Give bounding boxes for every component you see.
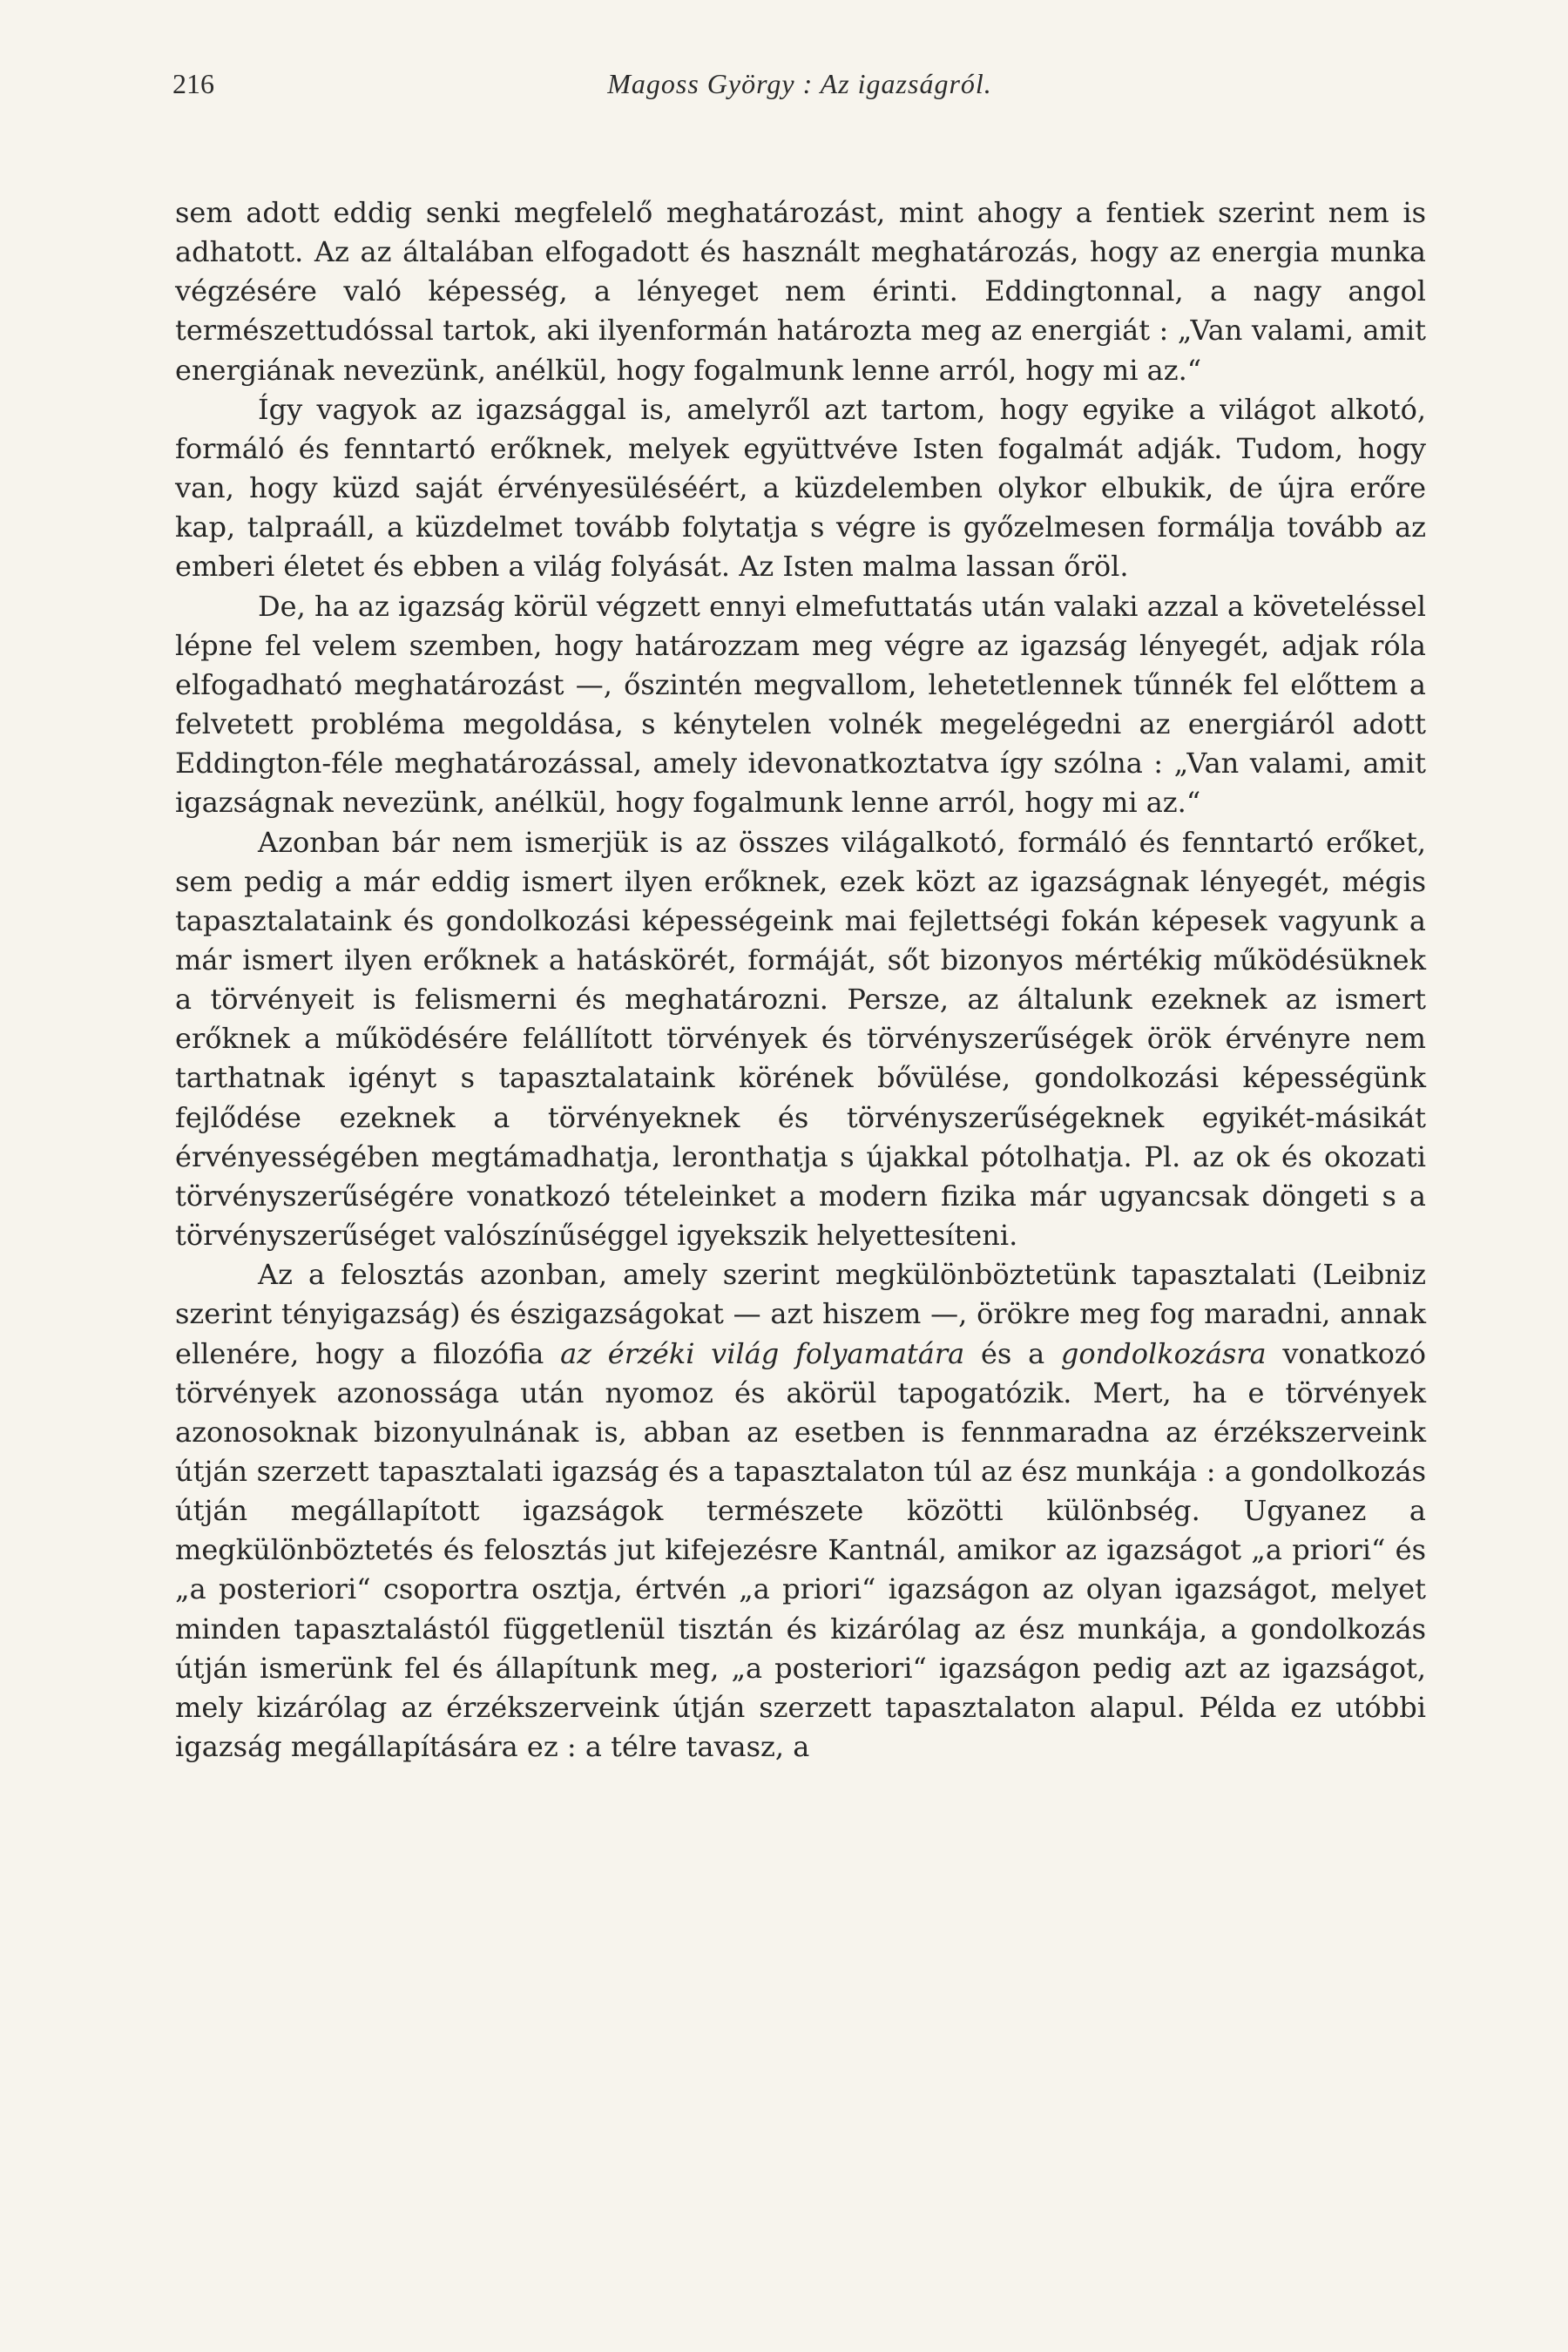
paragraph-text: Így vagyok az igazsággal is, amelyről azt tartom, hogy egyike a világot alkotó, formáló és fenntartó erőknek, melyek együttvéve Isten fogalmát adják. Tudom, hogy van, hogy küzd saját érvényesüléséért, a küzdelemben olykor elbukik, de újra erőre kap, talpraáll, a küzdelmet tovább folytatja s végre is győzelmesen formálja tovább az emberi életet és ebben a világ folyását. Az Isten malma lassan őröl. <box>175 392 1426 584</box>
page-number: 216 <box>172 68 214 99</box>
paragraph-4 <box>175 823 1426 1256</box>
paragraph-5 <box>175 1255 1426 1767</box>
paragraph-text: Azonban bár nem ismerjük is az összes világalkotó, formáló és fenntartó erőket, sem pedig a már eddig ismert ilyen erőknek, ezek közt az igazságnak lényegét, mégis tapasztalataink és gondolkozási képességeink mai fejlettségi fokán képesek vagyunk a már ismert ilyen erőknek a hatáskörét, formáját, sőt bizonyos mértékig működésüknek a törvényeit is felismerni és meghatározni. Persze, az általunk ezeknek az ismert erőknek a működésére felállított törvények és törvényszerűségek örök érvényre nem tarthatnak igényt s tapasztalataink körének bővülése, gondolkozási képességünk fejlődése ezeknek a törvényeknek és törvényszerűségeknek egyikét-másikát érvényességében megtámadhatja, leronthatja s újakkal pótolhatja. Pl. az ok és okozati törvényszerűségére vonatkozó tételeinket a modern fizika már ugyancsak döngeti s a törvényszerűséget valószínűséggel igyekszik helyettesíteni. <box>175 825 1426 1253</box>
running-title: Magoss György : Az igazságról. <box>607 68 992 99</box>
italic-phrase: gondolkozásra <box>1060 1336 1267 1370</box>
paragraph-text: és a <box>964 1336 1061 1370</box>
paragraph-text: Az a felosztás azonban, amely szerint megkülönböztetünk tapasztalati (Leibniz szerint tényigazság) és észigazságokat — azt hiszem —, örökre meg fog maradni, annak ellenére, hogy a filozófia <box>175 1258 1426 1370</box>
body-text <box>175 193 1426 1767</box>
italic-phrase: az érzéki világ folyamatára <box>560 1336 965 1370</box>
paragraph-text: De, ha az igazság körül végzett ennyi elmefuttatás után valaki azzal a követeléssel lépne fel velem szemben, hogy határozzam meg végre az igazság lényegét, adjak róla elfogadható meghatározást —, őszintén megvallom, lehetetlennek tűnnék fel előttem a felvetett probléma megoldása, s kénytelen volnék megelégedni az energiáról adott Eddington-féle meghatározással, amely idevonatkoztatva így szólna : „Van valami, amit igazságnak nevezünk, anélkül, hogy fogalmunk lenne arról, hogy mi az.“ <box>175 589 1426 820</box>
paragraph-1 <box>175 193 1426 390</box>
paragraph-text: sem adott eddig senki megfelelő meghatározást, mint ahogy a fentiek szerint nem is adhatott. Az az általában elfogadott és használt meghatározás, hogy az energia munka végzésére való képesség, a lényeget nem érinti. Eddingtonnal, a nagy angol természettudóssal tartok, aki ilyenformán határozta meg az energiát : „Van valami, amit energiának nevezünk, anélkül, hogy fogalmunk lenne arról, hogy mi az.“ <box>175 196 1426 387</box>
running-header <box>172 68 1427 112</box>
paragraph-2 <box>175 390 1426 587</box>
paragraph-3 <box>175 587 1426 823</box>
paragraph-text: vonatkozó törvények azonossága után nyomoz és akörül tapogatózik. Mert, ha e törvények azonosoknak bizonyulnának is, abban az esetben is fennmaradna az érzékszerveink útján szerzett tapasztalati igazság és a tapasztalaton túl az ész munkája : a gondolkozás útján megállapított igazságok természete közötti különbség. Ugyanez a megkülönböztetés és felosztás jut kifejezésre Kantnál, amikor az igazságot „a priori“ és „a posteriori“ csoportra osztja, értvén „a priori“ igazságon az olyan igazságot, melyet minden tapasztalástól függetlenül tisztán és kizárólag az ész munkája, a gondolkozás útján ismerünk fel és állapítunk meg, „a posteriori“ igazságon pedig azt az igazságot, mely kizárólag az érzékszerveink útján szerzett tapasztalaton alapul. Példa ez utóbbi igazság megállapítására ez : a télre tavasz, a <box>175 1336 1427 1764</box>
